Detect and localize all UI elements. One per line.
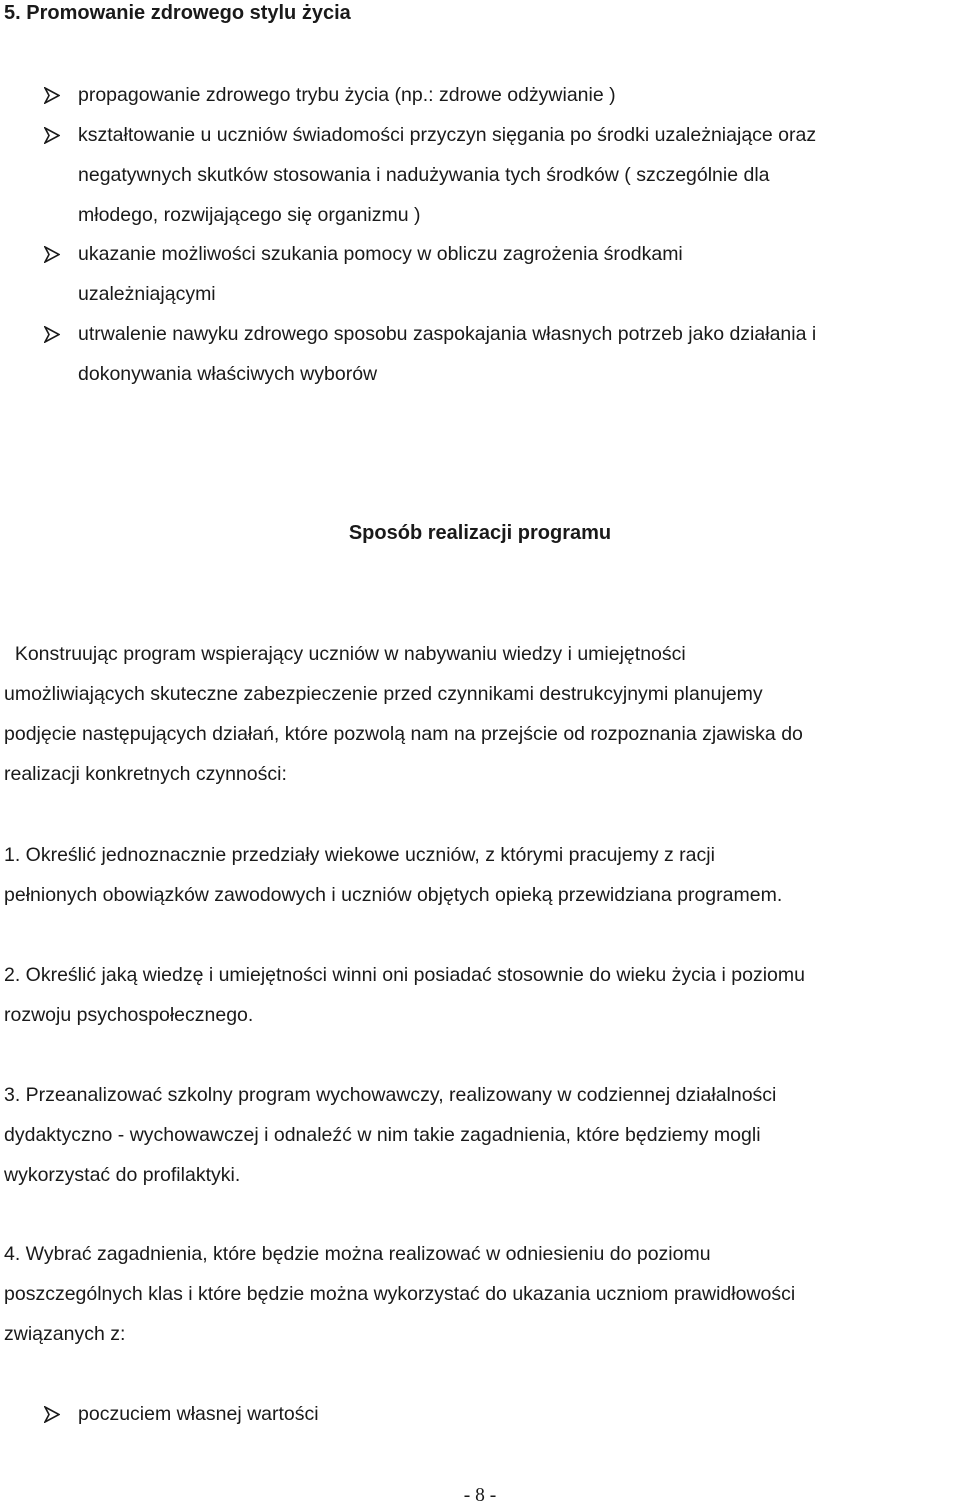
section-heading: 5. Promowanie zdrowego stylu życia bbox=[4, 2, 351, 24]
arrowhead-bullet-icon bbox=[44, 87, 60, 104]
arrowhead-bullet-icon bbox=[44, 127, 60, 144]
bullet-text: utrwalenie nawyku zdrowego sposobu zaspokajania własnych potrzeb jako działania i bbox=[78, 323, 817, 345]
numbered-item-line: dydaktyczno - wychowawczej i odnaleźć w nim takie zagadnienia, które będziemy mogli bbox=[4, 1124, 761, 1146]
paragraph-line: podjęcie następujących działań, które pozwolą nam na przejście od rozpoznania zjawiska do bbox=[4, 723, 803, 745]
page-number: - 8 - bbox=[463, 1485, 497, 1506]
arrowhead-bullet-icon bbox=[44, 1406, 60, 1423]
bullet-text: ukazanie możliwości szukania pomocy w obliczu zagrożenia środkami bbox=[78, 243, 683, 265]
program-realization-heading: Sposób realizacji programu bbox=[348, 522, 612, 544]
paragraph-line: Konstruując program wspierający uczniów w nabywaniu wiedzy i umiejętności bbox=[4, 643, 686, 665]
bullet-text: poczuciem własnej wartości bbox=[78, 1403, 319, 1425]
numbered-item-line: 1. Określić jednoznacznie przedziały wiekowe uczniów, z którymi pracujemy z racji bbox=[4, 844, 715, 866]
numbered-item-line: związanych z: bbox=[4, 1323, 126, 1345]
numbered-item-line: pełnionych obowiązków zawodowych i uczniów objętych opieką przewidziana programem. bbox=[4, 884, 783, 906]
paragraph-line: realizacji konkretnych czynności: bbox=[4, 763, 287, 785]
arrowhead-bullet-icon bbox=[44, 326, 60, 343]
bullet-text: uzależniającymi bbox=[78, 283, 216, 305]
bullet-text: młodego, rozwijającego się organizmu ) bbox=[78, 204, 421, 226]
bullet-text: propagowanie zdrowego trybu życia (np.: zdrowe odżywianie ) bbox=[78, 84, 616, 106]
numbered-item-line: poszczególnych klas i które będzie można wykorzystać do ukazania uczniom prawidłowości bbox=[4, 1283, 796, 1305]
numbered-item-line: 4. Wybrać zagadnienia, które będzie można realizować w odniesieniu do poziomu bbox=[4, 1243, 711, 1265]
numbered-item-line: wykorzystać do profilaktyki. bbox=[4, 1164, 241, 1186]
arrowhead-bullet-icon bbox=[44, 246, 60, 263]
bullet-text: dokonywania właściwych wyborów bbox=[78, 363, 378, 385]
numbered-item-line: rozwoju psychospołecznego. bbox=[4, 1004, 254, 1026]
bullet-text: kształtowanie u uczniów świadomości przyczyn sięgania po środki uzależniające oraz bbox=[78, 124, 817, 146]
numbered-item-line: 3. Przeanalizować szkolny program wychowawczy, realizowany w codziennej działalności bbox=[4, 1084, 777, 1106]
numbered-item-line: 2. Określić jaką wiedzę i umiejętności winni oni posiadać stosownie do wieku życia i poziomu bbox=[4, 964, 805, 986]
paragraph-line: umożliwiających skuteczne zabezpieczenie przed czynnikami destrukcyjnymi planujemy bbox=[4, 683, 763, 705]
bullet-text: negatywnych skutków stosowania i nadużywania tych środków ( szczególnie dla bbox=[78, 164, 770, 186]
